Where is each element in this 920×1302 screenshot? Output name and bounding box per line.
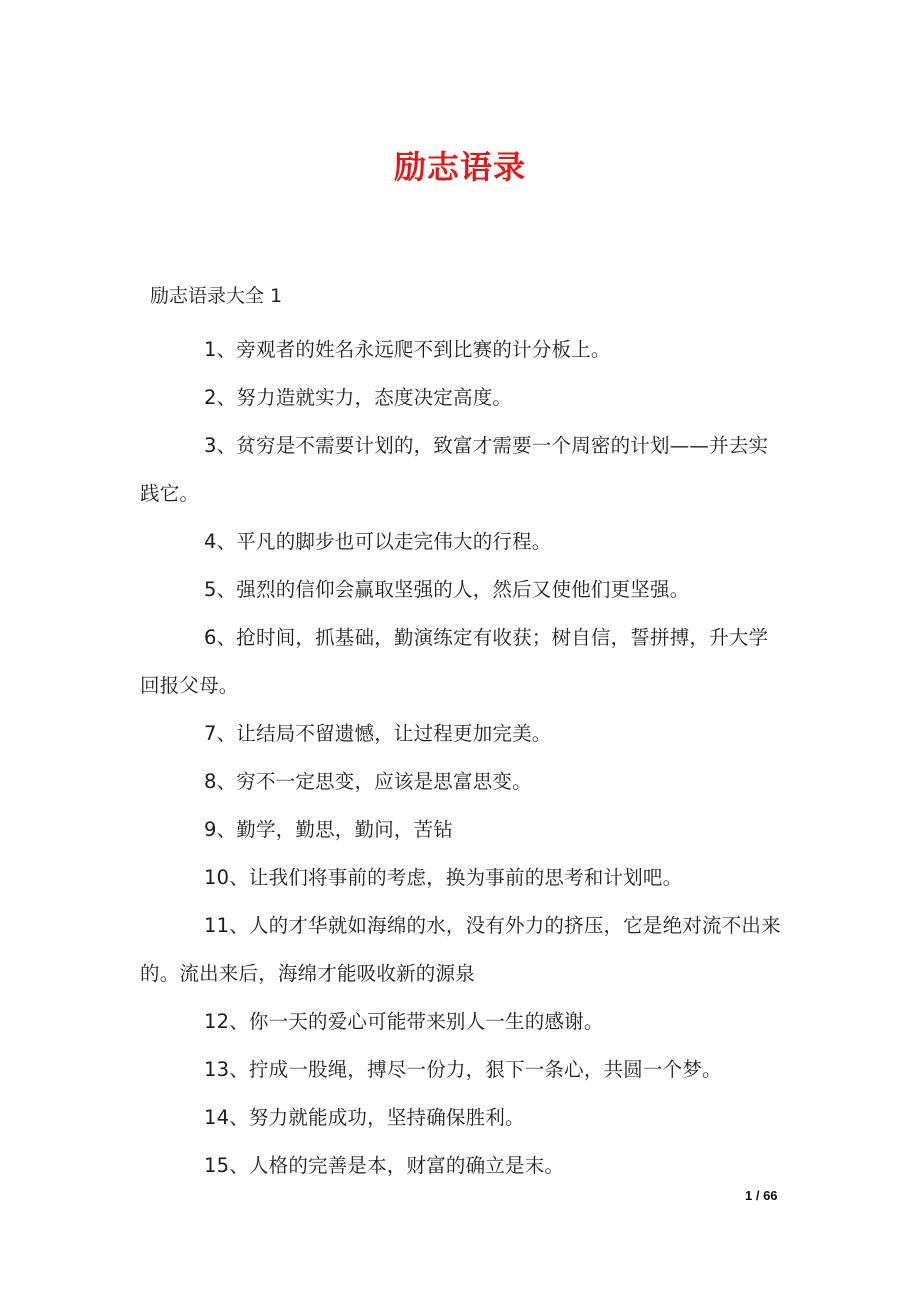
list-item: 3、贫穷是不需要计划的，致富才需要一个周密的计划——并去实践它。 (140, 434, 769, 505)
quote-list (140, 326, 785, 1190)
list-item: 8、穷不一定思变，应该是思富思变。 (204, 770, 532, 793)
list-item: 2、努力造就实力，态度决定高度。 (204, 386, 513, 409)
list-item: 5、强烈的信仰会赢取坚强的人，然后又使他们更坚强。 (204, 578, 690, 601)
list-item: 6、抢时间，抓基础，勤演练定有收获；树自信，誓拼搏，升大学回报父母。 (140, 626, 769, 697)
list-item: 13、拧成一股绳，搏尽一份力，狠下一条心，共圆一个梦。 (204, 1058, 722, 1081)
list-item: 11、人的才华就如海绵的水，没有外力的挤压，它是绝对流不出来的。流出来后，海绵才能吸收新的源泉 (140, 914, 781, 985)
page-indicator: 1 / 66 (745, 1188, 778, 1203)
list-item: 10、让我们将事前的考虑，换为事前的思考和计划吧。 (204, 866, 683, 889)
list-item: 12、你一天的爱心可能带来别人一生的感谢。 (204, 1010, 604, 1033)
list-item: 7、让结局不留遗憾，让过程更加完美。 (204, 722, 552, 745)
section-heading: 励志语录大全 1 (150, 285, 283, 307)
list-item: 9、勤学，勤思，勤问，苦钻 (204, 818, 454, 841)
list-item: 4、平凡的脚步也可以走完伟大的行程。 (204, 530, 552, 553)
list-item: 1、旁观者的姓名永远爬不到比赛的计分板上。 (204, 338, 611, 361)
list-item: 14、努力就能成功，坚持确保胜利。 (204, 1106, 525, 1129)
document-title: 励志语录 (393, 148, 526, 186)
list-item: 15、人格的完善是本，财富的确立是末。 (204, 1154, 565, 1177)
